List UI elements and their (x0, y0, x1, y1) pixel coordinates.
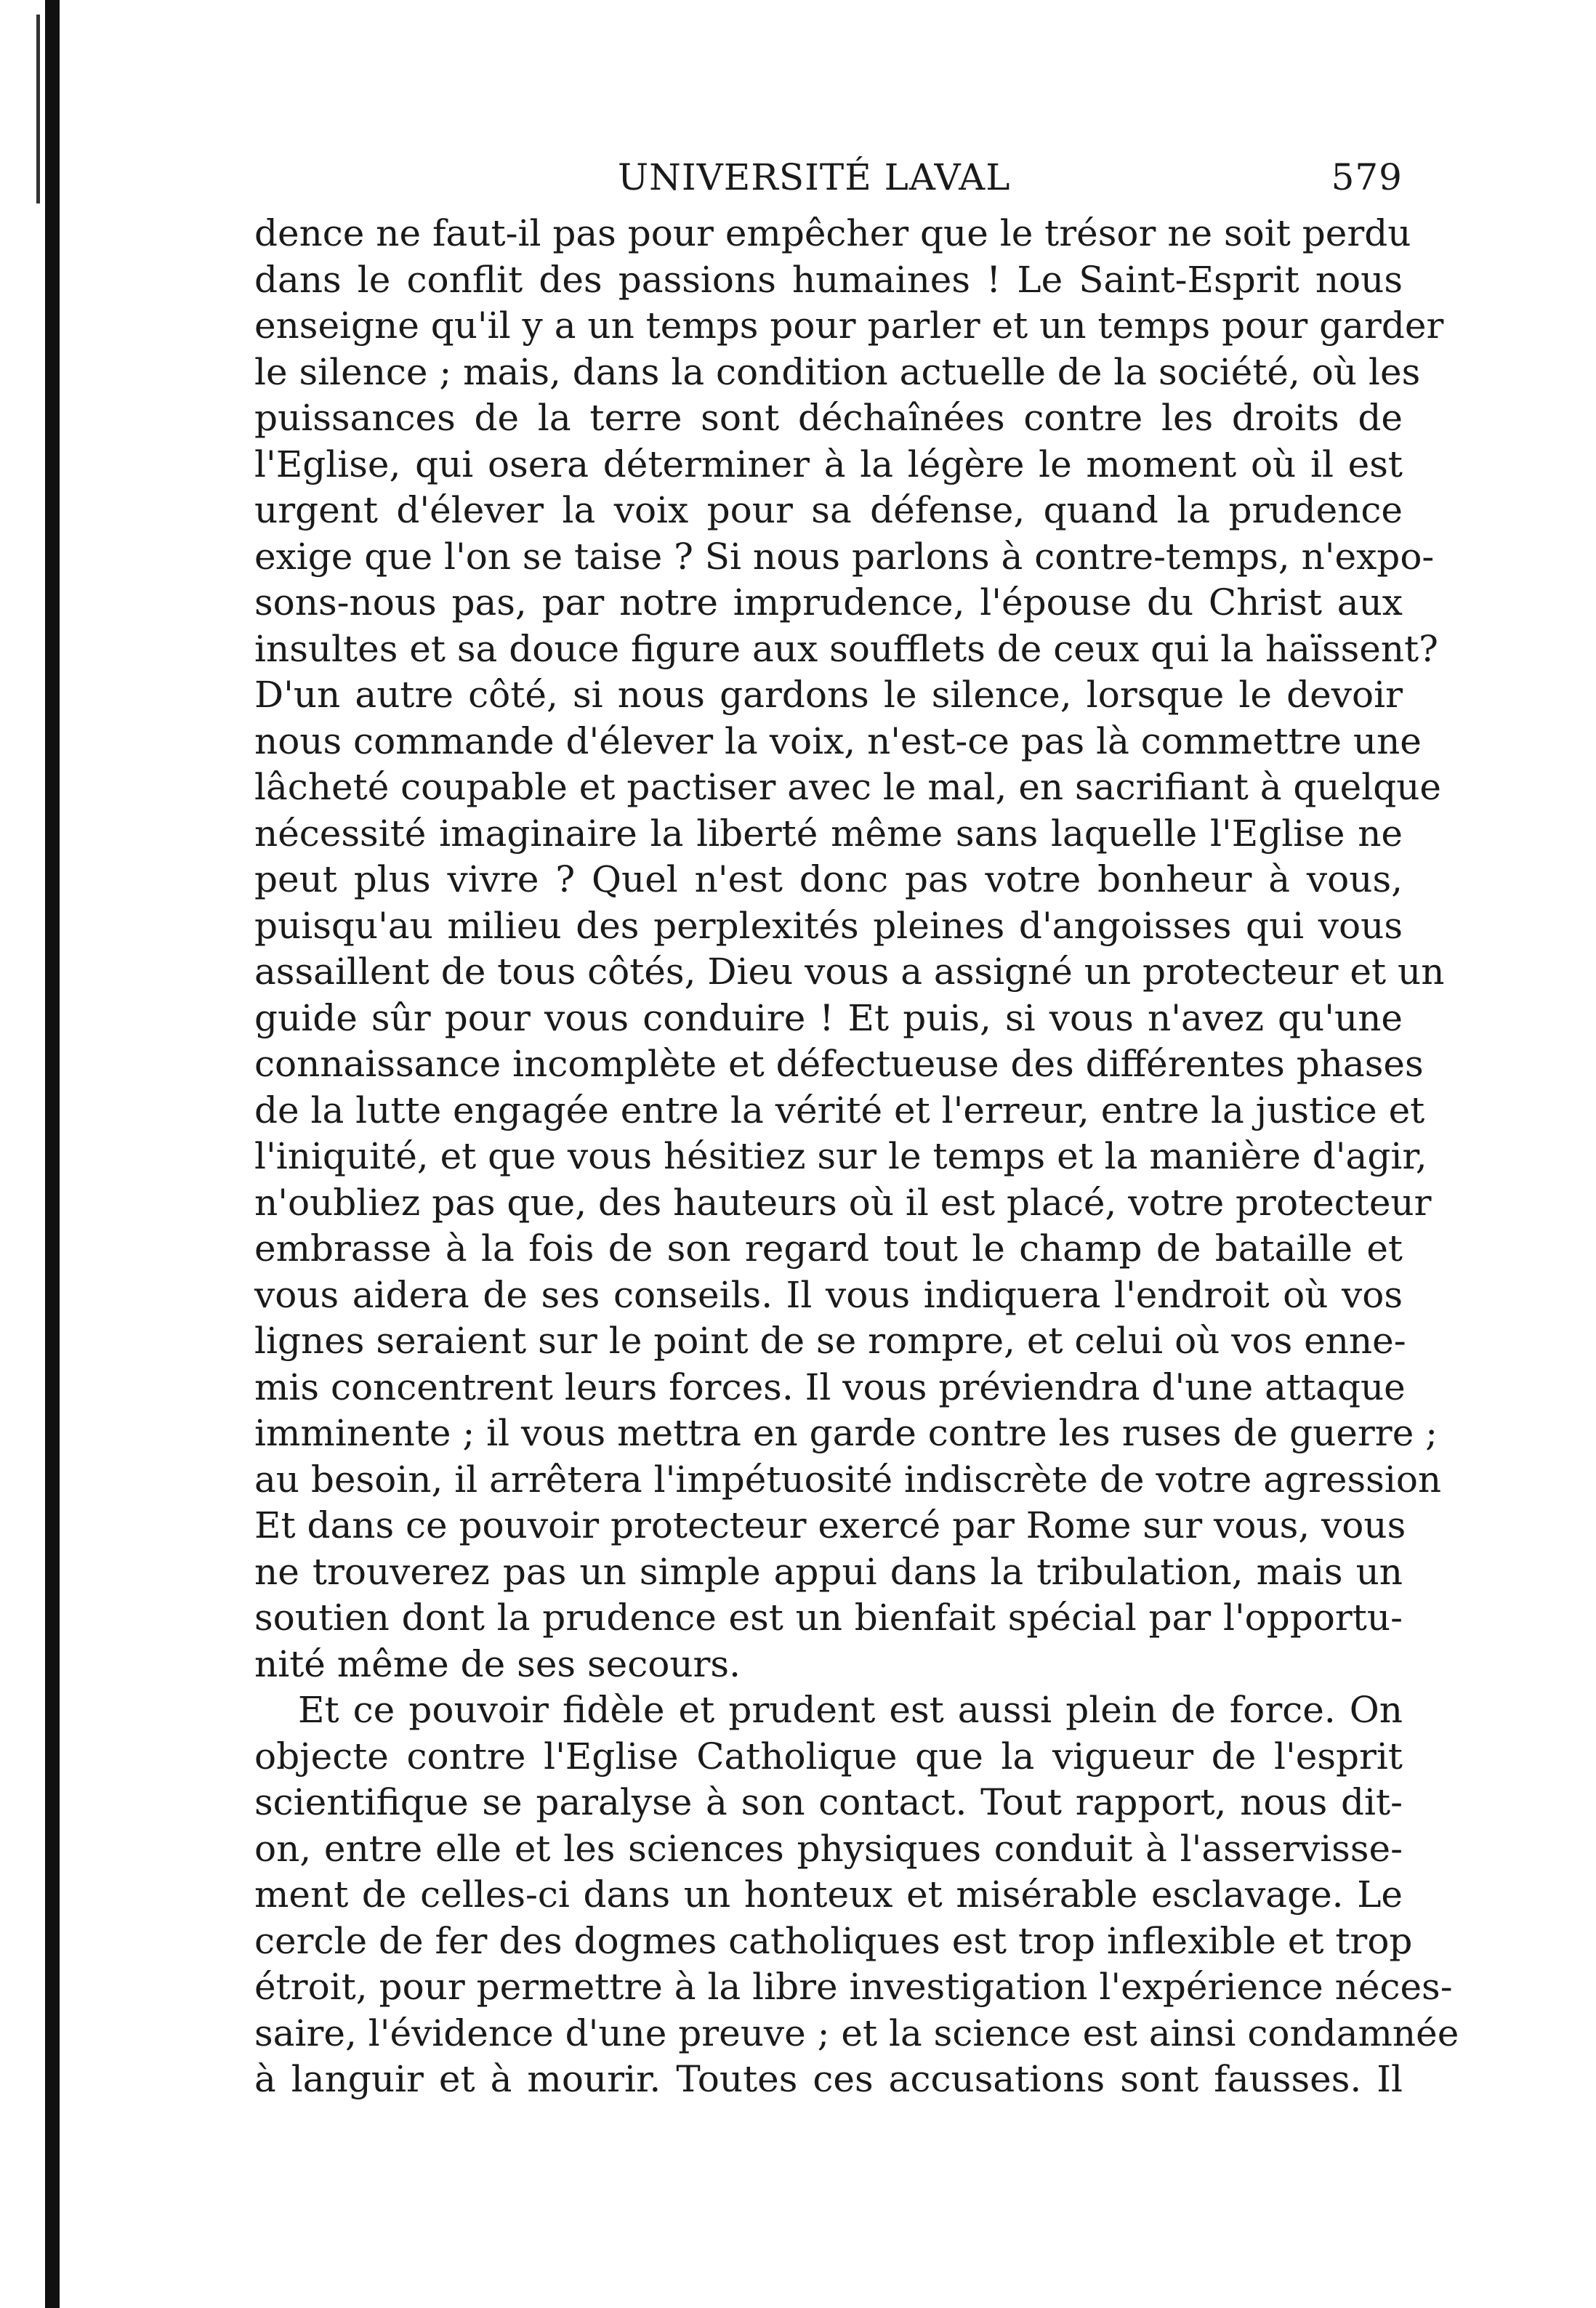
text-line: imminente ; il vous mettra en garde contre les ruses de guerre ; (254, 1412, 1438, 1454)
page-header (254, 149, 1403, 211)
text-line: dans le conflit des passions humaines ! Le Saint-Esprit nous (254, 258, 1403, 301)
text-line: insultes et sa douce figure aux soufflets de ceux qui la haïssent? (254, 627, 1438, 670)
text-line: lignes seraient sur le point de se rompre, et celui où vos enne- (254, 1320, 1406, 1362)
text-line: au besoin, il arrêtera l'impétuosité indiscrète de votre agression (254, 1458, 1442, 1501)
paragraph (254, 1687, 1459, 2103)
body-text (254, 211, 1459, 2103)
text-line: l'iniquité, et que vous hésitiez sur le temps et la manière d'agir, (254, 1135, 1427, 1177)
text-line: ment de celles-ci dans un honteux et misérable esclavage. Le (254, 1873, 1403, 1916)
text-line: nous commande d'élever la voix, n'est-ce pas là commettre une (254, 719, 1422, 762)
text-line: de la lutte engagée entre la vérité et l'erreur, entre la justice et (254, 1089, 1425, 1131)
text-line: mis concentrent leurs forces. Il vous préviendra d'une attaque (254, 1365, 1406, 1408)
text-line: assaillent de tous côtés, Dieu vous a assigné un protecteur et un (254, 951, 1445, 993)
text-line: nité même de ses secours. (254, 1642, 741, 1685)
text-line: peut plus vivre ? Quel n'est donc pas votre bonheur à vous, (254, 858, 1403, 900)
text-line: guide sûr pour vous conduire ! Et puis, si vous n'avez qu'une (254, 996, 1403, 1039)
text-line: puissances de la terre sont déchaînées contre les droits de (254, 397, 1403, 439)
text-line: dence ne faut-il pas pour empêcher que le trésor ne soit perdu (254, 212, 1411, 254)
text-line: connaissance incomplète et défectueuse des différentes phases (254, 1043, 1424, 1085)
text-line: l'Eglise, qui osera déterminer à la légère le moment où il est (254, 443, 1403, 485)
text-line: vous aidera de ses conseils. Il vous indiquera l'endroit où vos (254, 1273, 1403, 1316)
text-line: étroit, pour permettre à la libre investigation l'expérience néces- (254, 1966, 1453, 2008)
text-line: saire, l'évidence d'une preuve ; et la science est ainsi condamnée (254, 2012, 1459, 2054)
page-number: 579 (1331, 156, 1403, 198)
text-line: D'un autre côté, si nous gardons le silence, lorsque le devoir (254, 674, 1403, 716)
text-line: on, entre elle et les sciences physiques conduit à l'asservisse- (254, 1827, 1403, 1870)
text-line: n'oubliez pas que, des hauteurs où il est placé, votre protecteur (254, 1181, 1432, 1224)
text-line: exige que l'on se taise ? Si nous parlons à contre-temps, n'expo- (254, 535, 1435, 578)
page-binding-edge (45, 0, 60, 2308)
paragraph (254, 211, 1445, 1687)
text-line: soutien dont la prudence est un bienfait spécial par l'opportu- (254, 1597, 1403, 1639)
text-line: embrasse à la fois de son regard tout le champ de bataille et (254, 1227, 1403, 1270)
text-line: le silence ; mais, dans la condition actuelle de la société, où les (254, 350, 1421, 393)
text-line: puisqu'au milieu des perplexités pleines d'angoisses qui vous (254, 904, 1403, 947)
text-line: nécessité imaginaire la liberté même sans laquelle l'Eglise ne (254, 812, 1403, 855)
book-page (254, 149, 1459, 2103)
page-binding-edge-thin (36, 15, 40, 203)
text-line: Et ce pouvoir fidèle et prudent est aussi plein de force. On (298, 1689, 1403, 1731)
running-title: UNIVERSITÉ LAVAL (618, 156, 1011, 198)
text-line: ne trouverez pas un simple appui dans la tribulation, mais un (254, 1550, 1403, 1593)
text-line: Et dans ce pouvoir protecteur exercé par Rome sur vous, vous (254, 1504, 1406, 1546)
text-line: urgent d'élever la voix pour sa défense, quand la prudence (254, 489, 1403, 531)
text-line: à languir et à mourir. Toutes ces accusations sont fausses. Il (254, 2058, 1403, 2100)
text-line: scientifique se paralyse à son contact. Tout rapport, nous dit- (254, 1781, 1403, 1823)
text-line: lâcheté coupable et pactiser avec le mal, en sacrifiant à quelque (254, 766, 1442, 808)
text-line: objecte contre l'Eglise Catholique que la vigueur de l'esprit (254, 1735, 1403, 1778)
text-line: sons-nous pas, par notre imprudence, l'épouse du Christ aux (254, 581, 1403, 624)
text-line: enseigne qu'il y a un temps pour parler et un temps pour garder (254, 304, 1444, 347)
text-line: cercle de fer des dogmes catholiques est trop inflexible et trop (254, 1919, 1413, 1962)
